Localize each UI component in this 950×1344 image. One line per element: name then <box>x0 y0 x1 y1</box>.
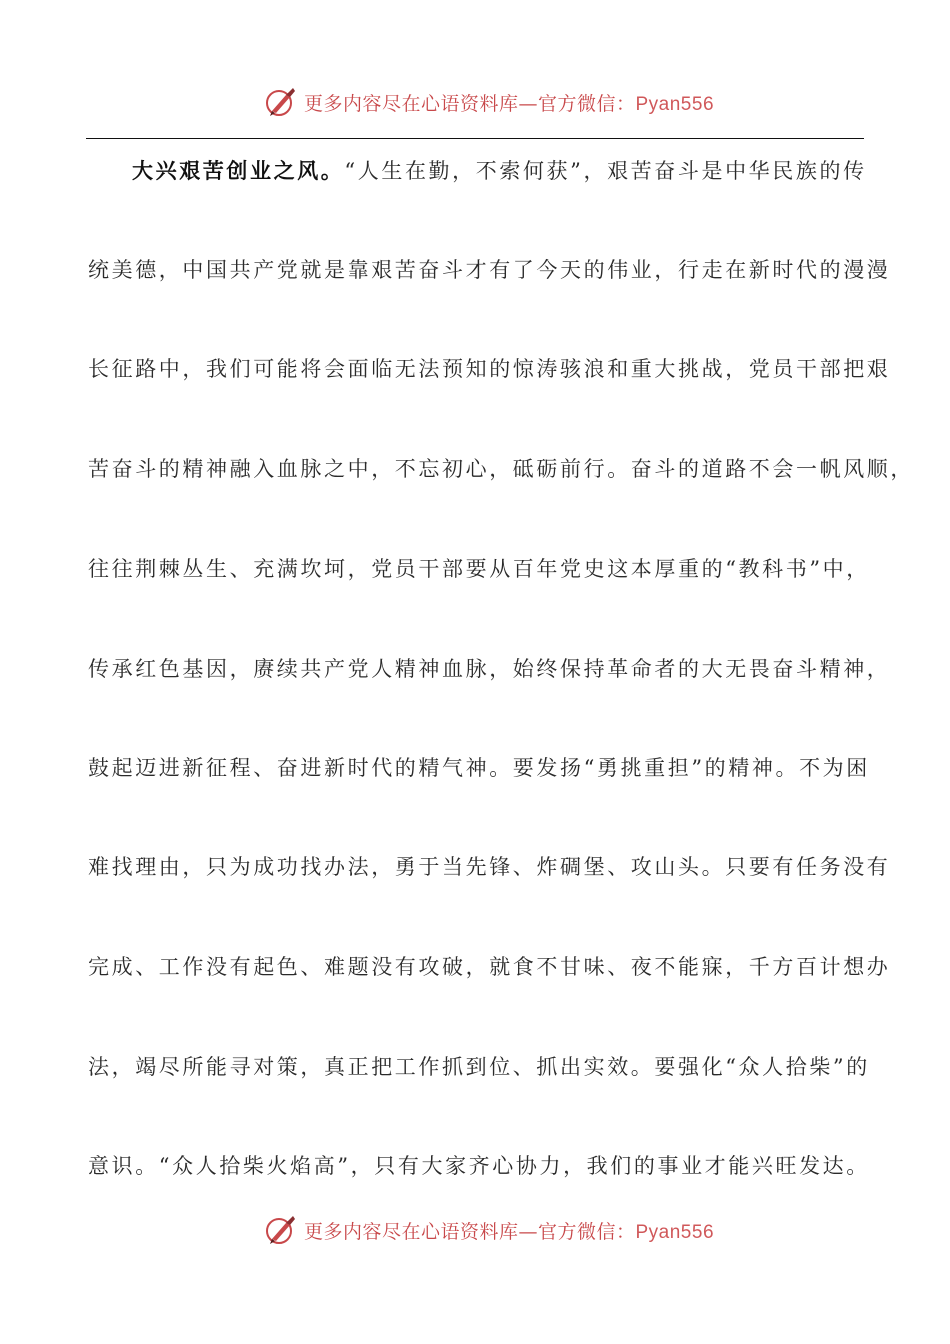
footer-site-name: 更多内容尽在心语资料库 <box>303 1220 519 1243</box>
header-dash: — <box>518 92 538 115</box>
paragraph-heading: 大兴艰苦创业之风。 <box>132 158 345 183</box>
paragraph-line: 统美德，中国共产党就是靠艰苦奋斗才有了今天的伟业，行走在新时代的漫漫 <box>88 258 891 282</box>
paragraph-line: 难找理由，只为成功找办法，勇于当先锋、炸碉堡、攻山头。只要有任务没有 <box>88 855 891 879</box>
paragraph-line-text: “人生在勤，不索何获”，艰苦奋斗是中华民族的传 <box>344 159 867 183</box>
header-divider <box>86 138 864 139</box>
header-site-name: 更多内容尽在心语资料库 <box>303 92 519 115</box>
paragraph-line: 苦奋斗的精神融入血脉之中，不忘初心，砥砺前行。奋斗的道路不会一帆风顺， <box>88 457 914 481</box>
header-banner-text <box>304 89 714 116</box>
pen-logo-icon <box>264 85 298 119</box>
pen-logo-icon <box>264 1213 298 1247</box>
paragraph-line: 长征路中，我们可能将会面临无法预知的惊涛骇浪和重大挑战，党员干部把艰 <box>88 357 891 381</box>
paragraph-line: 完成、工作没有起色、难题没有攻破，就食不甘味、夜不能寐，千方百计想办 <box>88 955 891 979</box>
footer-dash: — <box>518 1220 538 1243</box>
header-wechat-id: Pyan556 <box>635 93 715 115</box>
footer-wechat-id: Pyan556 <box>635 1221 715 1243</box>
paragraph-line: 意识。“众人拾柴火焰高”，只有大家齐心协力，我们的事业才能兴旺发达。 <box>88 1154 870 1178</box>
footer-banner <box>0 1210 950 1250</box>
footer-banner-content <box>264 1213 714 1247</box>
paragraph-line: 法，竭尽所能寻对策，真正把工作抓到位、抓出实效。要强化“众人拾柴”的 <box>88 1055 870 1079</box>
header-banner <box>0 82 950 122</box>
footer-wechat-label: 官方微信： <box>537 1220 636 1243</box>
header-wechat-label: 官方微信： <box>537 92 636 115</box>
paragraph-line: 传承红色基因，赓续共产党人精神血脉，始终保持革命者的大无畏奋斗精神， <box>88 657 891 681</box>
paragraph-line: 鼓起迈进新征程、奋进新时代的精气神。要发扬“勇挑重担”的精神。不为困 <box>88 756 870 780</box>
paragraph-line: 往往荆棘丛生、充满坎坷，党员干部要从百年党史这本厚重的“教科书”中， <box>88 557 870 581</box>
header-banner-content <box>264 85 714 119</box>
footer-banner-text <box>304 1217 714 1244</box>
paragraph-line <box>132 157 904 185</box>
